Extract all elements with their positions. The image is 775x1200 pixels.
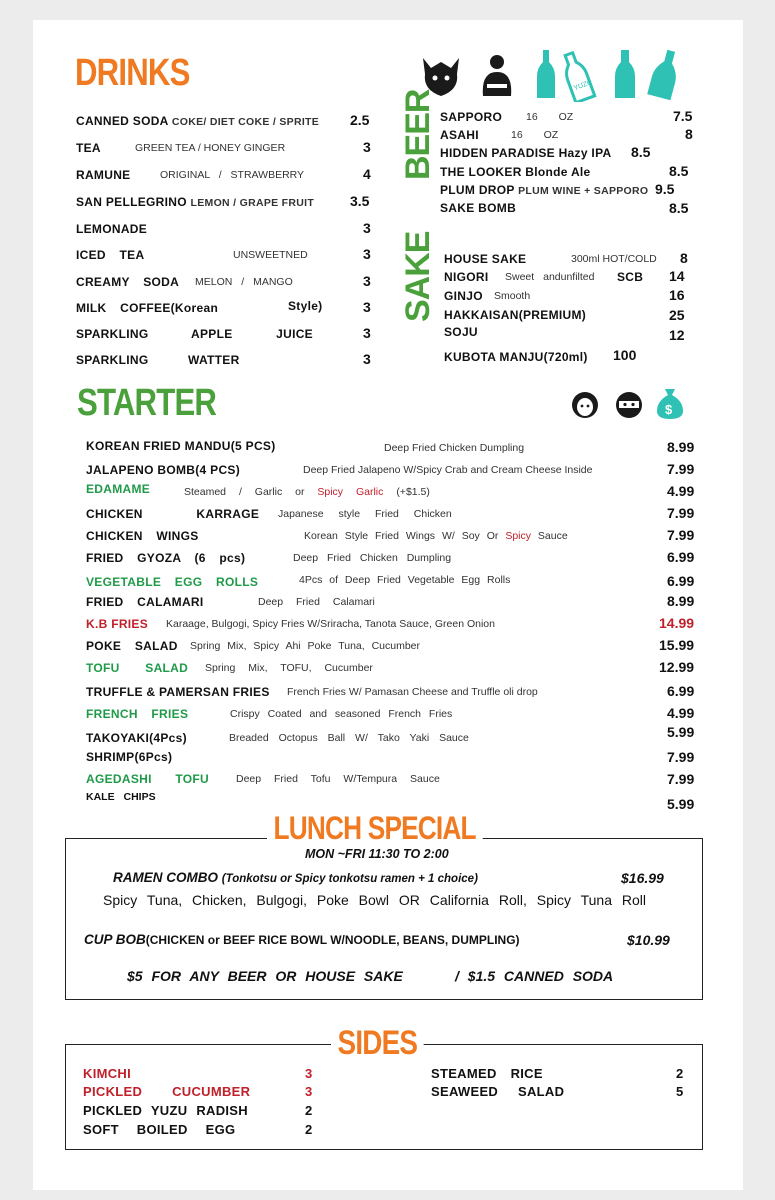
price: 15.99 — [659, 637, 695, 653]
item-desc: 300ml HOT/COLD — [571, 253, 657, 265]
cup-bob: CUP BOB(CHICKEN or BEEF RICE BOWL W/NOODLE, BEANS, DUMPLING) — [84, 932, 520, 947]
starter-title: STARTER — [77, 382, 217, 424]
list-item: CHICKEN KARRAGE — [86, 507, 260, 521]
item-desc: Spring Mix, TOFU, Cucumber — [205, 662, 373, 674]
list-item: HOUSE SAKE — [444, 252, 527, 266]
beer-bottle-icon — [537, 50, 555, 98]
price: 3.5 — [350, 193, 370, 209]
price: 3 — [363, 220, 371, 236]
starter-icons — [569, 385, 689, 421]
price: 9.5 — [655, 181, 675, 197]
price: 7.99 — [667, 527, 695, 543]
item-desc: 4Pcs of Deep Fried Vegetable Egg Rolls — [299, 574, 511, 586]
item-desc: Breaded Octopus Ball W/ Tako Yaki Sauce — [229, 732, 469, 744]
yuzu-bottle-icon — [560, 50, 597, 102]
price: 3 — [305, 1066, 313, 1081]
list-item: TRUFFLE & PAMERSAN FRIES — [86, 685, 270, 699]
price: 2 — [305, 1103, 313, 1118]
list-item: HIDDEN PARADISE Hazy IPA — [440, 146, 612, 160]
item-desc: UNSWEETNED — [233, 249, 308, 261]
sake-label: SAKE — [399, 231, 437, 322]
list-item: PICKLED YUZU RADISH — [83, 1103, 248, 1118]
list-item: KUBOTA MANJU(720ml) — [444, 350, 588, 364]
price: 7.5 — [673, 108, 693, 124]
price: 4.99 — [667, 483, 695, 499]
list-item: PLUM DROP PLUM WINE + SAPPORO — [440, 183, 649, 197]
item-desc: Style) — [288, 299, 323, 313]
item-desc: Smooth — [494, 290, 531, 302]
item-note: SCB — [617, 270, 644, 284]
price: 8.99 — [667, 593, 695, 609]
list-item: SOFT BOILED EGG — [83, 1122, 236, 1137]
drinks-title: DRINKS — [75, 52, 190, 94]
price: 4 — [363, 166, 371, 182]
item-desc: 16 OZ — [526, 111, 574, 123]
list-item: POKE SALAD — [86, 639, 178, 653]
price: 2 — [676, 1066, 684, 1081]
list-item: KIMCHI — [83, 1066, 132, 1081]
ninja-icon — [616, 392, 642, 418]
price: 25 — [669, 307, 685, 323]
list-item: CREAMY SODA — [76, 275, 180, 289]
price: 8.5 — [669, 200, 689, 216]
list-item: SEAWEED SALAD — [431, 1084, 565, 1099]
list-item: NIGORI — [444, 270, 489, 284]
price: 3 — [363, 139, 371, 155]
list-item: TOFU SALAD — [86, 661, 189, 675]
list-item: TAKOYAKI(4Pcs) — [86, 731, 187, 745]
list-item: JALAPENO BOMB(4 PCS) — [86, 463, 241, 477]
price: 5.99 — [667, 724, 695, 740]
list-item: THE LOOKER Blonde Ale — [440, 165, 591, 179]
list-item: TEA — [76, 141, 101, 155]
ramen-combo-price: $16.99 — [621, 870, 664, 886]
price: 7.99 — [667, 505, 695, 521]
price: 7.99 — [667, 461, 695, 477]
list-item: KALE CHIPS — [86, 791, 156, 803]
list-item: HAKKAISAN(PREMIUM) — [444, 308, 587, 322]
price: 6.99 — [667, 683, 695, 699]
list-item: FRENCH FRIES — [86, 707, 189, 721]
list-item: MILK COFFEE(Korean — [76, 301, 219, 315]
item-desc: Deep Fried Chicken Dumpling — [384, 442, 525, 454]
item-desc: Korean Style Fried Wings W/ Soy Or Spicy Sauce — [304, 530, 568, 542]
svg-text:YUZU: YUZU — [572, 79, 594, 93]
list-item: CANNED SODA COKE/ DIET COKE / SPRITE — [76, 114, 320, 128]
list-item: RAMUNE — [76, 168, 131, 182]
price: 3 — [363, 273, 371, 289]
list-item: SOJU — [444, 325, 478, 339]
list-item: STEAMED RICE — [431, 1066, 543, 1081]
item-desc: Spring Mix, Spicy Ahi Poke Tuna, Cucumber — [190, 640, 421, 652]
price: 8 — [685, 126, 693, 142]
list-item: EDAMAME — [86, 482, 151, 496]
item-desc: Crispy Coated and seasoned French Fries — [230, 708, 453, 720]
promo-beer-sake: $5 FOR ANY BEER OR HOUSE SAKE — [127, 968, 403, 984]
header-icons — [419, 50, 709, 102]
list-item: SHRIMP(6Pcs) — [86, 750, 173, 764]
item-desc: Steamed / Garlic or Spicy Garlic (+$1.5) — [184, 486, 430, 498]
list-item: FRIED GYOZA (6 pcs) — [86, 551, 246, 565]
price: 7.99 — [667, 749, 695, 765]
price: 5.99 — [667, 796, 695, 812]
lunch-title: LUNCH SPECIAL — [267, 810, 482, 847]
price: 3 — [305, 1084, 313, 1099]
ramen-combo: RAMEN COMBO (Tonkotsu or Spicy tonkotsu ramen + 1 choice) — [113, 870, 478, 885]
price: 6.99 — [667, 573, 695, 589]
price: 16 — [669, 287, 685, 303]
svg-text:$: $ — [665, 402, 673, 417]
money-bag-icon — [657, 389, 683, 419]
price: 12.99 — [659, 659, 695, 675]
price: 3 — [363, 351, 371, 367]
list-item: CHICKEN WINGS — [86, 529, 199, 543]
item-desc: ORIGINAL / STRAWBERRY — [160, 169, 305, 181]
sake-bottle-icon — [615, 50, 635, 98]
item-desc: APPLE JUICE — [191, 327, 313, 341]
list-item: SAKE BOMB — [440, 201, 517, 215]
sumo-icon — [483, 55, 511, 96]
price: 2.5 — [350, 112, 370, 128]
promo-canned-soda: / $1.5 CANNED SODA — [455, 968, 614, 984]
price: 8.5 — [669, 163, 689, 179]
item-desc: Karaage, Bulgogi, Spicy Fries W/Sriracha, Tanota Sauce, Green Onion — [166, 618, 495, 630]
item-desc: Deep Fried Jalapeno W/Spicy Crab and Cream Cheese Inside — [303, 464, 593, 476]
item-desc: French Fries W/ Pamasan Cheese and Truffle oli drop — [287, 686, 538, 698]
geisha-icon — [572, 392, 598, 418]
list-item: SAN PELLEGRINO LEMON / GRAPE FRUIT — [76, 195, 315, 209]
list-item: FRIED CALAMARI — [86, 595, 204, 609]
price: 7.99 — [667, 771, 695, 787]
list-item: SPARKLING — [76, 353, 149, 367]
lunch-hours: MON ~FRI 11:30 TO 2:00 — [305, 847, 449, 861]
price: 8.5 — [631, 144, 651, 160]
item-desc: MELON / MANGO — [195, 276, 293, 288]
price: 100 — [613, 347, 637, 363]
sides-title: SIDES — [331, 1024, 424, 1063]
cup-bob-price: $10.99 — [627, 932, 670, 948]
price: 2 — [305, 1122, 313, 1137]
price: 4.99 — [667, 705, 695, 721]
list-item: VEGETABLE EGG ROLLS — [86, 575, 259, 589]
beer-label: BEER — [399, 89, 437, 180]
ramen-combo-choices: Spicy Tuna, Chicken, Bulgogi, Poke Bowl OR California Roll, Spicy Tuna Roll — [103, 892, 646, 908]
menu-page — [33, 20, 743, 1190]
price: 5 — [676, 1084, 684, 1099]
item-desc: WATTER — [188, 353, 240, 367]
item-desc: Deep Fried Calamari — [258, 596, 375, 608]
list-item: ASAHI — [440, 128, 479, 142]
list-item: AGEDASHI TOFU — [86, 772, 210, 786]
list-item: KOREAN FRIED MANDU(5 PCS) — [86, 439, 276, 453]
list-item: ICED TEA — [76, 248, 145, 262]
price: 6.99 — [667, 549, 695, 565]
list-item: PICKLED CUCUMBER — [83, 1084, 251, 1099]
item-desc: Japanese style Fried Chicken — [278, 508, 452, 520]
price: 8.99 — [667, 439, 695, 455]
list-item: K.B FRIES — [86, 617, 149, 631]
list-item: SAPPORO — [440, 110, 503, 124]
price: 14 — [669, 268, 685, 284]
list-item: GINJO — [444, 289, 483, 303]
item-desc: Sweet andunfilted — [505, 271, 595, 283]
price: 12 — [669, 327, 685, 343]
list-item: LEMONADE — [76, 222, 148, 236]
item-desc: Deep Fried Tofu W/Tempura Sauce — [236, 773, 440, 785]
item-desc: 16 OZ — [511, 129, 559, 141]
price: 3 — [363, 299, 371, 315]
wine-bottle-icon — [647, 50, 683, 100]
list-item: SPARKLING — [76, 327, 149, 341]
price: 8 — [680, 250, 688, 266]
price: 3 — [363, 246, 371, 262]
item-desc: GREEN TEA / HONEY GINGER — [135, 142, 286, 154]
price: 14.99 — [659, 615, 695, 631]
price: 3 — [363, 325, 371, 341]
item-desc: Deep Fried Chicken Dumpling — [293, 552, 452, 564]
